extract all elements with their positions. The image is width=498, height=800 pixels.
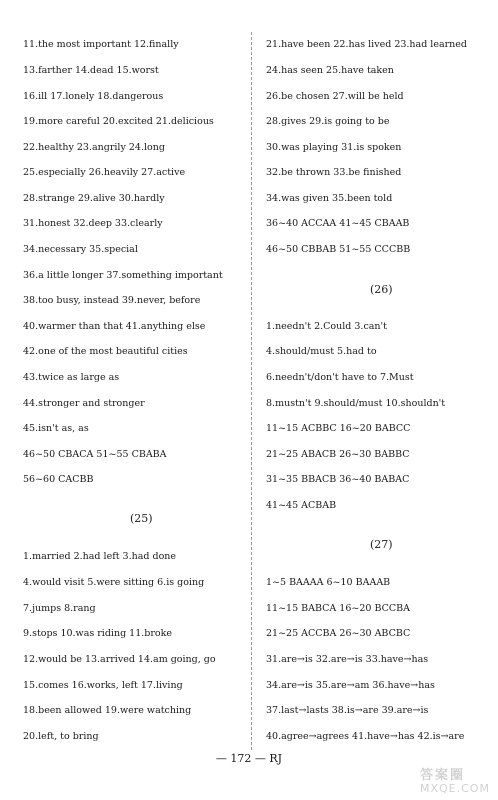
section-heading-27: (27) <box>370 538 393 551</box>
answer-line: 46~50 CBBAB 51~55 CCCBB <box>266 244 411 255</box>
answer-line: 28.strange 29.alive 30.hardly <box>23 193 165 204</box>
answer-line: 13.farther 14.dead 15.worst <box>23 65 159 76</box>
answer-line: 22.healthy 23.angrily 24.long <box>23 142 165 153</box>
right-column <box>266 0 498 760</box>
left-column <box>23 0 263 760</box>
answer-line: 45.isn't as, as <box>23 423 89 434</box>
answer-line: 7.jumps 8.rang <box>23 603 96 614</box>
answer-line: 30.was playing 31.is spoken <box>266 142 402 153</box>
column-divider <box>251 32 252 750</box>
answer-line: 34.was given 35.been told <box>266 193 393 204</box>
watermark-text: 答案圈 <box>420 768 466 783</box>
answer-line: 1.married 2.had left 3.had done <box>23 551 177 562</box>
answer-line: 1.needn't 2.Could 3.can't <box>266 321 387 332</box>
watermark-url: MXQE.COM <box>420 782 490 795</box>
answer-line: 37.last→lasts 38.is→are 39.are→is <box>266 705 429 716</box>
page-number: — 172 — RJ <box>215 752 283 765</box>
answer-line: 21~25 ABACB 26~30 BABBC <box>266 449 410 460</box>
answer-line: 56~60 CACBB <box>23 474 94 485</box>
answer-line: 34.are→is 35.are→am 36.have→has <box>266 680 435 691</box>
answer-line: 38.too busy, instead 39.never, before <box>23 295 201 306</box>
answer-line: 25.especially 26.heavily 27.active <box>23 167 186 178</box>
answer-line: 11~15 ACBBC 16~20 BABCC <box>266 423 411 434</box>
answer-line: 31~35 BBACB 36~40 BABAC <box>266 474 410 485</box>
answer-line: 8.mustn't 9.should/must 10.shouldn't <box>266 398 446 409</box>
answer-line: 26.be chosen 27.will be held <box>266 91 404 102</box>
watermark-logo <box>414 760 494 798</box>
answer-line: 18.been allowed 19.were watching <box>23 705 192 716</box>
answer-line: 1~5 BAAAA 6~10 BAAAB <box>266 577 391 588</box>
answer-line: 34.necessary 35.special <box>23 244 138 255</box>
answer-line: 31.honest 32.deep 33.clearly <box>23 218 163 229</box>
section-heading-26: (26) <box>370 283 393 296</box>
answer-line: 16.ill 17.lonely 18.dangerous <box>23 91 164 102</box>
answer-line: 11~15 BABCA 16~20 BCCBA <box>266 603 410 614</box>
answer-line: 28.gives 29.is going to be <box>266 116 390 127</box>
answer-line: 44.stronger and stronger <box>23 398 145 409</box>
answer-line: 4.should/must 5.had to <box>266 346 377 357</box>
answer-line: 36~40 ACCAA 41~45 CBAAB <box>266 218 410 229</box>
answer-line: 40.agree→agrees 41.have→has 42.is→are <box>266 731 465 742</box>
answer-line: 21~25 ACCBA 26~30 ABCBC <box>266 628 411 639</box>
answer-line: 32.be thrown 33.be finished <box>266 167 402 178</box>
section-heading-25: (25) <box>130 512 153 525</box>
answer-line: 40.warmer than that 41.anything else <box>23 321 206 332</box>
answer-line: 4.would visit 5.were sitting 6.is going <box>23 577 205 588</box>
answer-line: 19.more careful 20.excited 21.delicious <box>23 116 214 127</box>
answer-line: 12.would be 13.arrived 14.am going, go <box>23 654 216 665</box>
answer-line: 20.left, to bring <box>23 731 99 742</box>
answer-line: 15.comes 16.works, left 17.living <box>23 680 183 691</box>
answer-line: 31.are→is 32.are→is 33.have→has <box>266 654 429 665</box>
answer-line: 42.one of the most beautiful cities <box>23 346 188 357</box>
answer-line: 36.a little longer 37.something important <box>23 270 223 281</box>
answer-line: 24.has seen 25.have taken <box>266 65 394 76</box>
answer-line: 11.the most important 12.finally <box>23 39 179 50</box>
answer-line: 6.needn't/don't have to 7.Must <box>266 372 414 383</box>
answer-line: 21.have been 22.has lived 23.had learned <box>266 39 467 50</box>
answer-line: 41~45 ACBAB <box>266 500 337 511</box>
answer-line: 43.twice as large as <box>23 372 120 383</box>
answer-line: 9.stops 10.was riding 11.broke <box>23 628 172 639</box>
answer-line: 46~50 CBACA 51~55 CBABA <box>23 449 167 460</box>
